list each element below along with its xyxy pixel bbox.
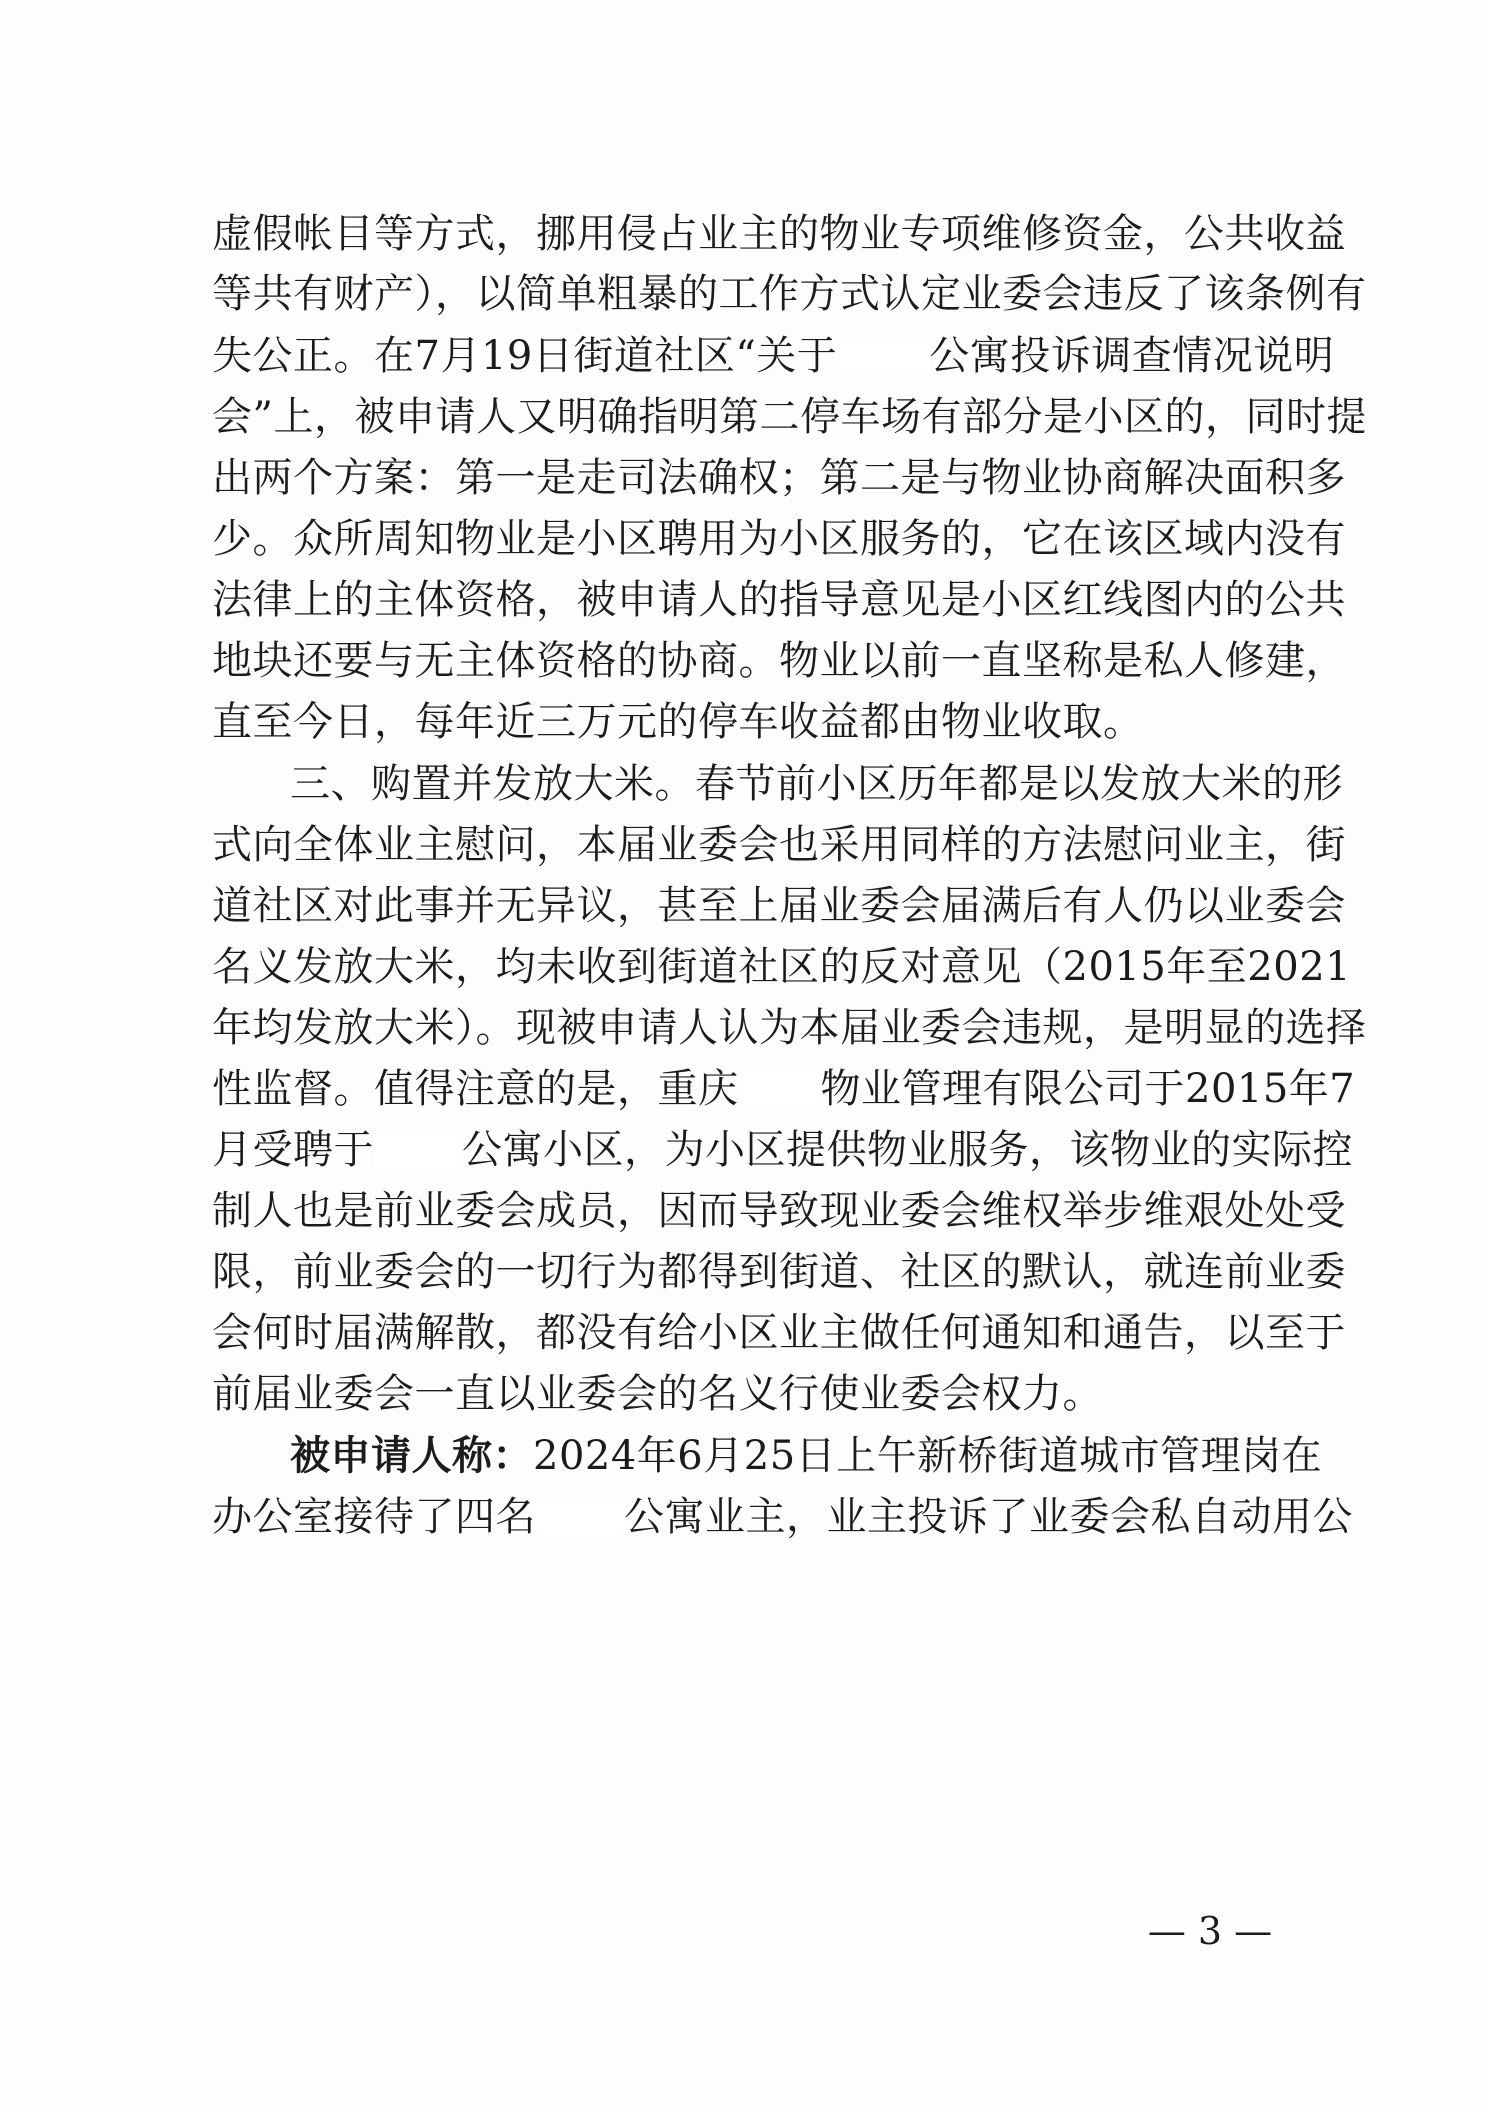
p2-line-1: 三、购置并发放大米。春节前小区历年都是以发放大米的形 <box>290 761 1343 807</box>
p2-line-6 <box>212 1059 1356 1119</box>
redaction-mark <box>374 1133 462 1169</box>
p1-line-2: 等共有财产），以简单粗暴的工作方式认定业委会违反了该条例有 <box>212 271 1367 317</box>
p2-line-6-part-2: 物业管理有限公司于2015年7 <box>820 1066 1356 1112</box>
p2-line-5: 年均发放大米）。现被申请人认为本届业委会违规，是明显的选择 <box>212 1005 1367 1051</box>
p1-line-4: 会”上，被申请人又明确指明第二停车场有部分是小区的，同时提 <box>212 394 1367 440</box>
p2-line-4: 名义发放大米，均未收到街道社区的反对意见（2015年至2021 <box>212 944 1352 990</box>
p2-line-9: 限，前业委会的一切行为都得到街道、社区的默认，就连前业委 <box>212 1249 1346 1295</box>
redaction-mark <box>739 1072 821 1108</box>
p3-line-2-part-2: 公寓业主，业主投诉了业委会私自动用公 <box>624 1494 1353 1540</box>
p2-line-8: 制人也是前业委会成员，因而导致现业委会维权举步维艰处处受 <box>212 1188 1346 1234</box>
p1-line-9: 直至今日，每年近三万元的停车收益都由物业收取。 <box>212 699 1144 745</box>
p1-line-7: 法律上的主体资格，被申请人的指导意见是小区红线图内的公共 <box>212 577 1346 623</box>
p2-line-11: 前届业委会一直以业委会的名义行使业委会权力。 <box>212 1371 1103 1417</box>
respondent-label: 被申请人称： <box>290 1432 533 1479</box>
page-number: — 3 — <box>1147 1909 1273 1953</box>
p1-line-3-part-2: 公寓投诉调查情况说明 <box>929 333 1335 379</box>
p1-line-1: 虚假帐目等方式，挪用侵占业主的物业专项维修资金，公共收益 <box>212 211 1346 257</box>
p1-line-6: 少。众所周知物业是小区聘用为小区服务的，它在该区域内没有 <box>212 516 1346 562</box>
p1-line-3 <box>212 326 1335 386</box>
p2-line-10: 会何时届满解散，都没有给小区业主做任何通知和通告，以至于 <box>212 1310 1346 1356</box>
p1-line-8: 地块还要与无主体资格的协商。物业以前一直坚称是私人修建， <box>212 638 1346 684</box>
p3-line-2-part-1: 办公室接待了四名 <box>212 1494 536 1540</box>
p3-line-2 <box>212 1487 1353 1547</box>
p2-line-3: 道社区对此事并无异议，甚至上届业委会届满后有人仍以业委会 <box>212 883 1346 929</box>
redaction-mark <box>536 1500 624 1536</box>
p3-line-1-text: 2024年6月25日上午新桥街道城市管理岗在 <box>533 1433 1323 1479</box>
p2-line-7-part-2: 公寓小区，为小区提供物业服务，该物业的实际控 <box>462 1127 1353 1173</box>
p1-line-3-part-1: 失公正。在7月19日街道社区“关于 <box>212 333 838 379</box>
p1-line-5: 出两个方案：第一是走司法确权；第二是与物业协商解决面积多 <box>212 455 1346 501</box>
redaction-mark <box>837 339 929 375</box>
p2-line-6-part-1: 性监督。值得注意的是，重庆 <box>212 1066 739 1112</box>
p2-line-2: 式向全体业主慰问，本届业委会也采用同样的方法慰问业主，街 <box>212 822 1346 868</box>
p2-line-7 <box>212 1120 1353 1180</box>
p2-line-7-part-1: 月受聘于 <box>212 1127 374 1173</box>
p3-line-1 <box>290 1426 1322 1486</box>
